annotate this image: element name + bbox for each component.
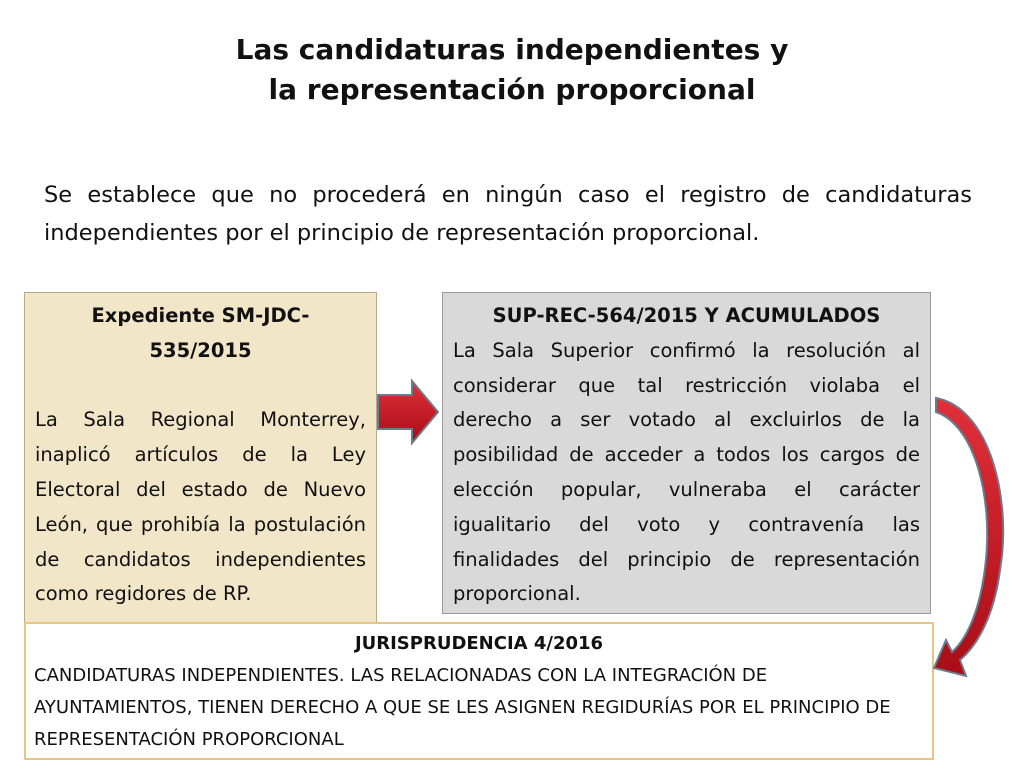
red-right-arrow-icon: [378, 381, 438, 443]
red-curved-down-arrow-icon: [934, 398, 1003, 676]
slide-title-line1: Las candidaturas independientes y: [235, 33, 789, 66]
jurisprudencia-body: CANDIDATURAS INDEPENDIENTES. LAS RELACIONADAS CON LA INTEGRACIÓN DE AYUNTAMIENTOS, TIENEN DERECHO A QUE SE LES ASIGNEN REGIDURÍAS POR EL PRINCIPIO DE REPRESENTACIÓN PROPORCIONAL: [34, 665, 891, 750]
jurisprudencia-heading: JURISPRUDENCIA 4/2016: [354, 633, 604, 654]
expediente-body: La Sala Regional Monterrey, inaplicó artículos de la Ley Electoral del estado de Nuevo León, que prohibía la postulación de candidatos independientes como regidores de RP.: [35, 408, 366, 606]
expediente-heading-line1: Expediente SM-JDC-: [91, 304, 310, 327]
slide-title-line2: la representación proporcional: [268, 73, 756, 106]
sup-rec-body: La Sala Superior confirmó la resolución al considerar que tal restricción violaba el derecho a ser votado al excluirlos de la posibilidad de acceder a todos los cargos de elección popular, vulneraba el carácter igualitario del voto y contravenía las finalidades del principio de representación proporcional.: [453, 338, 920, 606]
expediente-heading-line2: 535/2015: [149, 338, 252, 362]
sup-rec-heading: SUP-REC-564/2015 Y ACUMULADOS: [492, 304, 881, 327]
intro-paragraph: Se establece que no procederá en ningún caso el registro de candidaturas independientes por el principio de representación proporcional.: [44, 182, 972, 246]
